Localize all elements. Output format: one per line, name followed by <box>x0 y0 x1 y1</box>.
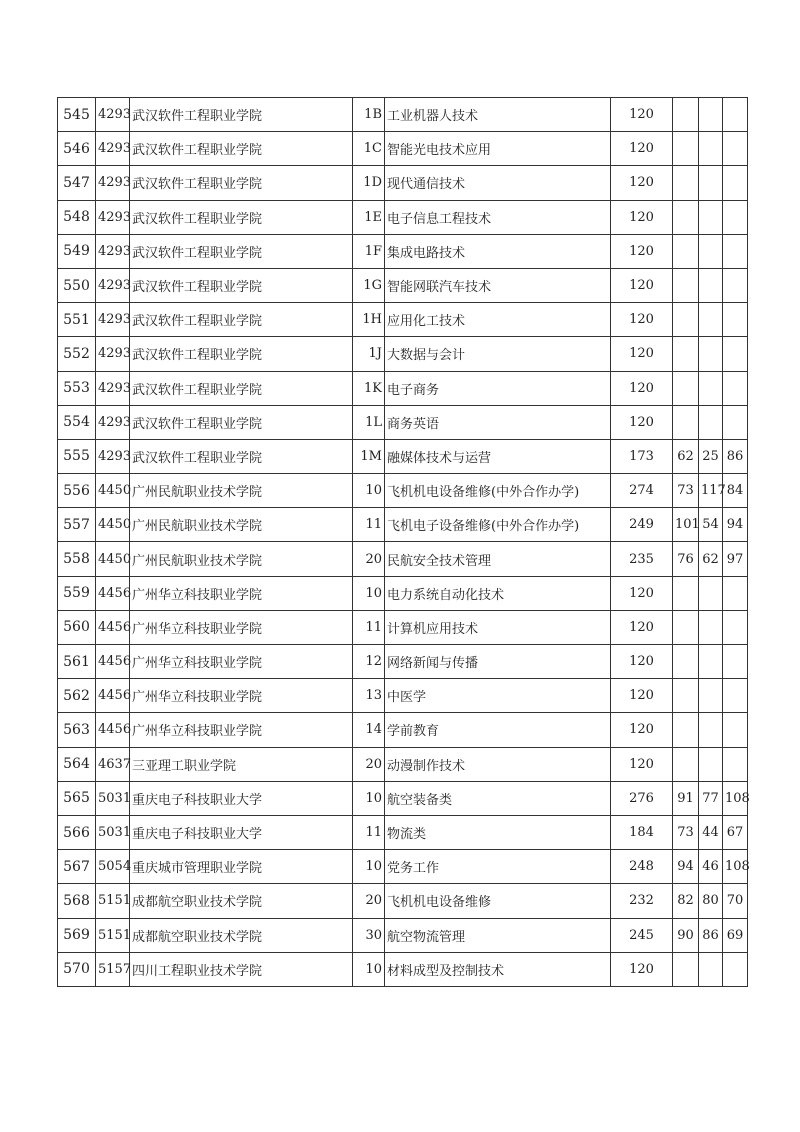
school-name-cell: 成都航空职业技术学院 <box>130 918 353 952</box>
count-2-cell <box>699 200 723 234</box>
table-row <box>58 918 748 952</box>
school-code-cell: 4293 <box>96 405 130 439</box>
major-name-cell: 网络新闻与传播 <box>385 645 611 679</box>
count-3-cell <box>723 576 748 610</box>
school-name-cell: 三亚理工职业学院 <box>130 747 353 781</box>
plan-count-cell: 120 <box>611 952 673 986</box>
major-name-cell: 党务工作 <box>385 850 611 884</box>
row-number-cell: 548 <box>58 200 96 234</box>
major-name-cell: 集成电路技术 <box>385 234 611 268</box>
count-3-cell: 108 <box>723 781 748 815</box>
school-name-cell: 广州民航职业技术学院 <box>130 474 353 508</box>
table-row <box>58 952 748 986</box>
major-code-cell: 11 <box>353 610 385 644</box>
school-code-cell: 5157 <box>96 952 130 986</box>
count-1-cell: 94 <box>673 850 699 884</box>
count-3-cell <box>723 132 748 166</box>
count-3-cell: 94 <box>723 508 748 542</box>
major-code-cell: 30 <box>353 918 385 952</box>
plan-count-cell: 248 <box>611 850 673 884</box>
count-1-cell: 62 <box>673 439 699 473</box>
plan-count-cell: 120 <box>611 645 673 679</box>
school-name-cell: 广州民航职业技术学院 <box>130 508 353 542</box>
major-name-cell: 应用化工技术 <box>385 303 611 337</box>
school-name-cell: 成都航空职业技术学院 <box>130 884 353 918</box>
count-1-cell <box>673 371 699 405</box>
school-name-cell: 武汉软件工程职业学院 <box>130 200 353 234</box>
table-row <box>58 234 748 268</box>
major-code-cell: 11 <box>353 508 385 542</box>
major-code-cell: 14 <box>353 713 385 747</box>
major-name-cell: 民航安全技术管理 <box>385 542 611 576</box>
row-number-cell: 562 <box>58 679 96 713</box>
row-number-cell: 547 <box>58 166 96 200</box>
row-number-cell: 558 <box>58 542 96 576</box>
count-3-cell <box>723 303 748 337</box>
row-number-cell: 554 <box>58 405 96 439</box>
major-name-cell: 飞机电子设备维修(中外合作办学) <box>385 508 611 542</box>
plan-count-cell: 120 <box>611 98 673 132</box>
plan-count-cell: 120 <box>611 303 673 337</box>
count-2-cell: 54 <box>699 508 723 542</box>
major-name-cell: 材料成型及控制技术 <box>385 952 611 986</box>
school-code-cell: 5031 <box>96 815 130 849</box>
school-name-cell: 四川工程职业技术学院 <box>130 952 353 986</box>
table-row <box>58 576 748 610</box>
table-row <box>58 850 748 884</box>
row-number-cell: 552 <box>58 337 96 371</box>
school-code-cell: 4456 <box>96 645 130 679</box>
count-1-cell <box>673 98 699 132</box>
plan-count-cell: 173 <box>611 439 673 473</box>
major-code-cell: 1H <box>353 303 385 337</box>
count-2-cell <box>699 713 723 747</box>
major-code-cell: 10 <box>353 850 385 884</box>
school-code-cell: 4293 <box>96 337 130 371</box>
count-1-cell <box>673 952 699 986</box>
count-3-cell <box>723 371 748 405</box>
major-code-cell: 1G <box>353 268 385 302</box>
admission-table <box>57 97 748 987</box>
row-number-cell: 569 <box>58 918 96 952</box>
school-code-cell: 4450 <box>96 542 130 576</box>
count-1-cell: 76 <box>673 542 699 576</box>
school-code-cell: 4456 <box>96 713 130 747</box>
plan-count-cell: 120 <box>611 405 673 439</box>
school-name-cell: 武汉软件工程职业学院 <box>130 371 353 405</box>
plan-count-cell: 120 <box>611 610 673 644</box>
count-1-cell <box>673 166 699 200</box>
major-code-cell: 20 <box>353 747 385 781</box>
row-number-cell: 565 <box>58 781 96 815</box>
school-name-cell: 重庆电子科技职业大学 <box>130 815 353 849</box>
row-number-cell: 550 <box>58 268 96 302</box>
school-name-cell: 武汉软件工程职业学院 <box>130 405 353 439</box>
row-number-cell: 556 <box>58 474 96 508</box>
count-1-cell: 73 <box>673 474 699 508</box>
row-number-cell: 549 <box>58 234 96 268</box>
school-code-cell: 4293 <box>96 439 130 473</box>
school-name-cell: 武汉软件工程职业学院 <box>130 268 353 302</box>
major-code-cell: 1K <box>353 371 385 405</box>
count-2-cell <box>699 303 723 337</box>
row-number-cell: 545 <box>58 98 96 132</box>
major-name-cell: 学前教育 <box>385 713 611 747</box>
table-row <box>58 713 748 747</box>
count-2-cell: 80 <box>699 884 723 918</box>
count-1-cell <box>673 645 699 679</box>
major-code-cell: 13 <box>353 679 385 713</box>
major-name-cell: 中医学 <box>385 679 611 713</box>
table-row <box>58 610 748 644</box>
table-row <box>58 679 748 713</box>
table-row <box>58 132 748 166</box>
row-number-cell: 546 <box>58 132 96 166</box>
count-2-cell <box>699 405 723 439</box>
plan-count-cell: 120 <box>611 166 673 200</box>
plan-count-cell: 120 <box>611 371 673 405</box>
table-row <box>58 303 748 337</box>
major-name-cell: 商务英语 <box>385 405 611 439</box>
count-3-cell: 97 <box>723 542 748 576</box>
count-3-cell <box>723 405 748 439</box>
table-row <box>58 542 748 576</box>
school-name-cell: 武汉软件工程职业学院 <box>130 234 353 268</box>
major-name-cell: 飞机机电设备维修(中外合作办学) <box>385 474 611 508</box>
school-name-cell: 武汉软件工程职业学院 <box>130 337 353 371</box>
school-code-cell: 4293 <box>96 200 130 234</box>
school-name-cell: 广州华立科技职业学院 <box>130 713 353 747</box>
row-number-cell: 555 <box>58 439 96 473</box>
count-1-cell <box>673 713 699 747</box>
count-1-cell <box>673 679 699 713</box>
plan-count-cell: 120 <box>611 576 673 610</box>
school-code-cell: 4293 <box>96 166 130 200</box>
row-number-cell: 566 <box>58 815 96 849</box>
major-code-cell: 1D <box>353 166 385 200</box>
count-2-cell <box>699 98 723 132</box>
count-3-cell <box>723 713 748 747</box>
major-code-cell: 10 <box>353 781 385 815</box>
count-3-cell: 69 <box>723 918 748 952</box>
major-code-cell: 1C <box>353 132 385 166</box>
row-number-cell: 570 <box>58 952 96 986</box>
major-code-cell: 12 <box>353 645 385 679</box>
count-2-cell <box>699 952 723 986</box>
count-2-cell <box>699 371 723 405</box>
table-row <box>58 815 748 849</box>
major-name-cell: 航空物流管理 <box>385 918 611 952</box>
major-name-cell: 飞机机电设备维修 <box>385 884 611 918</box>
row-number-cell: 559 <box>58 576 96 610</box>
count-3-cell: 86 <box>723 439 748 473</box>
major-name-cell: 计算机应用技术 <box>385 610 611 644</box>
major-name-cell: 物流类 <box>385 815 611 849</box>
school-code-cell: 4456 <box>96 576 130 610</box>
row-number-cell: 551 <box>58 303 96 337</box>
plan-count-cell: 120 <box>611 679 673 713</box>
count-1-cell <box>673 303 699 337</box>
major-code-cell: 10 <box>353 952 385 986</box>
plan-count-cell: 120 <box>611 747 673 781</box>
plan-count-cell: 235 <box>611 542 673 576</box>
plan-count-cell: 120 <box>611 337 673 371</box>
major-code-cell: 10 <box>353 576 385 610</box>
count-3-cell <box>723 98 748 132</box>
count-2-cell <box>699 268 723 302</box>
count-3-cell <box>723 645 748 679</box>
major-name-cell: 航空装备类 <box>385 781 611 815</box>
count-1-cell <box>673 268 699 302</box>
school-code-cell: 4293 <box>96 132 130 166</box>
table-row <box>58 268 748 302</box>
school-code-cell: 4456 <box>96 610 130 644</box>
major-name-cell: 智能网联汽车技术 <box>385 268 611 302</box>
row-number-cell: 557 <box>58 508 96 542</box>
major-code-cell: 1L <box>353 405 385 439</box>
school-name-cell: 广州华立科技职业学院 <box>130 610 353 644</box>
school-code-cell: 4637 <box>96 747 130 781</box>
count-2-cell <box>699 234 723 268</box>
count-2-cell <box>699 747 723 781</box>
school-code-cell: 5031 <box>96 781 130 815</box>
school-code-cell: 5054 <box>96 850 130 884</box>
major-name-cell: 工业机器人技术 <box>385 98 611 132</box>
count-2-cell: 77 <box>699 781 723 815</box>
table-row <box>58 781 748 815</box>
row-number-cell: 563 <box>58 713 96 747</box>
count-1-cell <box>673 200 699 234</box>
school-code-cell: 4293 <box>96 371 130 405</box>
row-number-cell: 560 <box>58 610 96 644</box>
count-1-cell <box>673 337 699 371</box>
count-3-cell <box>723 268 748 302</box>
count-3-cell: 84 <box>723 474 748 508</box>
school-name-cell: 重庆城市管理职业学院 <box>130 850 353 884</box>
count-2-cell <box>699 610 723 644</box>
table-row <box>58 371 748 405</box>
count-2-cell: 62 <box>699 542 723 576</box>
table-row <box>58 98 748 132</box>
count-3-cell <box>723 747 748 781</box>
table-row <box>58 474 748 508</box>
plan-count-cell: 184 <box>611 815 673 849</box>
count-3-cell <box>723 166 748 200</box>
count-1-cell: 91 <box>673 781 699 815</box>
major-code-cell: 20 <box>353 884 385 918</box>
school-code-cell: 5151 <box>96 884 130 918</box>
count-3-cell <box>723 952 748 986</box>
table-row <box>58 884 748 918</box>
count-2-cell <box>699 679 723 713</box>
count-2-cell: 86 <box>699 918 723 952</box>
plan-count-cell: 120 <box>611 268 673 302</box>
count-3-cell <box>723 679 748 713</box>
major-name-cell: 电子信息工程技术 <box>385 200 611 234</box>
plan-count-cell: 120 <box>611 713 673 747</box>
table-row <box>58 439 748 473</box>
row-number-cell: 553 <box>58 371 96 405</box>
count-3-cell <box>723 610 748 644</box>
count-1-cell <box>673 747 699 781</box>
count-2-cell: 25 <box>699 439 723 473</box>
count-3-cell <box>723 200 748 234</box>
table-row <box>58 337 748 371</box>
count-2-cell <box>699 132 723 166</box>
table-row <box>58 200 748 234</box>
school-name-cell: 广州华立科技职业学院 <box>130 679 353 713</box>
school-code-cell: 4293 <box>96 98 130 132</box>
major-code-cell: 20 <box>353 542 385 576</box>
school-code-cell: 4293 <box>96 303 130 337</box>
school-code-cell: 4450 <box>96 508 130 542</box>
school-code-cell: 4293 <box>96 234 130 268</box>
major-code-cell: 1F <box>353 234 385 268</box>
school-name-cell: 广州民航职业技术学院 <box>130 542 353 576</box>
school-code-cell: 4293 <box>96 268 130 302</box>
count-2-cell <box>699 166 723 200</box>
plan-count-cell: 232 <box>611 884 673 918</box>
count-2-cell: 46 <box>699 850 723 884</box>
count-1-cell: 101 <box>673 508 699 542</box>
count-3-cell: 108 <box>723 850 748 884</box>
school-name-cell: 武汉软件工程职业学院 <box>130 132 353 166</box>
plan-count-cell: 120 <box>611 200 673 234</box>
school-name-cell: 武汉软件工程职业学院 <box>130 98 353 132</box>
count-2-cell: 44 <box>699 815 723 849</box>
count-1-cell <box>673 405 699 439</box>
school-name-cell: 广州华立科技职业学院 <box>130 576 353 610</box>
school-name-cell: 重庆电子科技职业大学 <box>130 781 353 815</box>
row-number-cell: 564 <box>58 747 96 781</box>
count-3-cell <box>723 337 748 371</box>
count-2-cell <box>699 576 723 610</box>
count-3-cell <box>723 234 748 268</box>
plan-count-cell: 120 <box>611 132 673 166</box>
school-name-cell: 武汉软件工程职业学院 <box>130 439 353 473</box>
count-2-cell: 117 <box>699 474 723 508</box>
table-row <box>58 166 748 200</box>
count-2-cell <box>699 645 723 679</box>
major-code-cell: 1E <box>353 200 385 234</box>
count-3-cell: 70 <box>723 884 748 918</box>
school-name-cell: 武汉软件工程职业学院 <box>130 166 353 200</box>
count-1-cell <box>673 234 699 268</box>
count-1-cell <box>673 576 699 610</box>
plan-count-cell: 245 <box>611 918 673 952</box>
major-code-cell: 10 <box>353 474 385 508</box>
count-1-cell: 82 <box>673 884 699 918</box>
school-code-cell: 5151 <box>96 918 130 952</box>
major-name-cell: 动漫制作技术 <box>385 747 611 781</box>
count-1-cell: 73 <box>673 815 699 849</box>
school-name-cell: 广州华立科技职业学院 <box>130 645 353 679</box>
table-body <box>58 98 748 987</box>
count-2-cell <box>699 337 723 371</box>
table-row <box>58 405 748 439</box>
major-code-cell: 1J <box>353 337 385 371</box>
major-name-cell: 电力系统自动化技术 <box>385 576 611 610</box>
school-name-cell: 武汉软件工程职业学院 <box>130 303 353 337</box>
plan-count-cell: 274 <box>611 474 673 508</box>
row-number-cell: 561 <box>58 645 96 679</box>
major-name-cell: 现代通信技术 <box>385 166 611 200</box>
major-name-cell: 电子商务 <box>385 371 611 405</box>
major-name-cell: 大数据与会计 <box>385 337 611 371</box>
major-code-cell: 1M <box>353 439 385 473</box>
count-1-cell <box>673 610 699 644</box>
major-name-cell: 融媒体技术与运营 <box>385 439 611 473</box>
major-code-cell: 1B <box>353 98 385 132</box>
plan-count-cell: 120 <box>611 234 673 268</box>
row-number-cell: 567 <box>58 850 96 884</box>
school-code-cell: 4450 <box>96 474 130 508</box>
row-number-cell: 568 <box>58 884 96 918</box>
plan-count-cell: 276 <box>611 781 673 815</box>
school-code-cell: 4456 <box>96 679 130 713</box>
major-name-cell: 智能光电技术应用 <box>385 132 611 166</box>
count-1-cell: 90 <box>673 918 699 952</box>
table-row <box>58 747 748 781</box>
count-1-cell <box>673 132 699 166</box>
count-3-cell: 67 <box>723 815 748 849</box>
plan-count-cell: 249 <box>611 508 673 542</box>
major-code-cell: 11 <box>353 815 385 849</box>
table-row <box>58 645 748 679</box>
table-row <box>58 508 748 542</box>
